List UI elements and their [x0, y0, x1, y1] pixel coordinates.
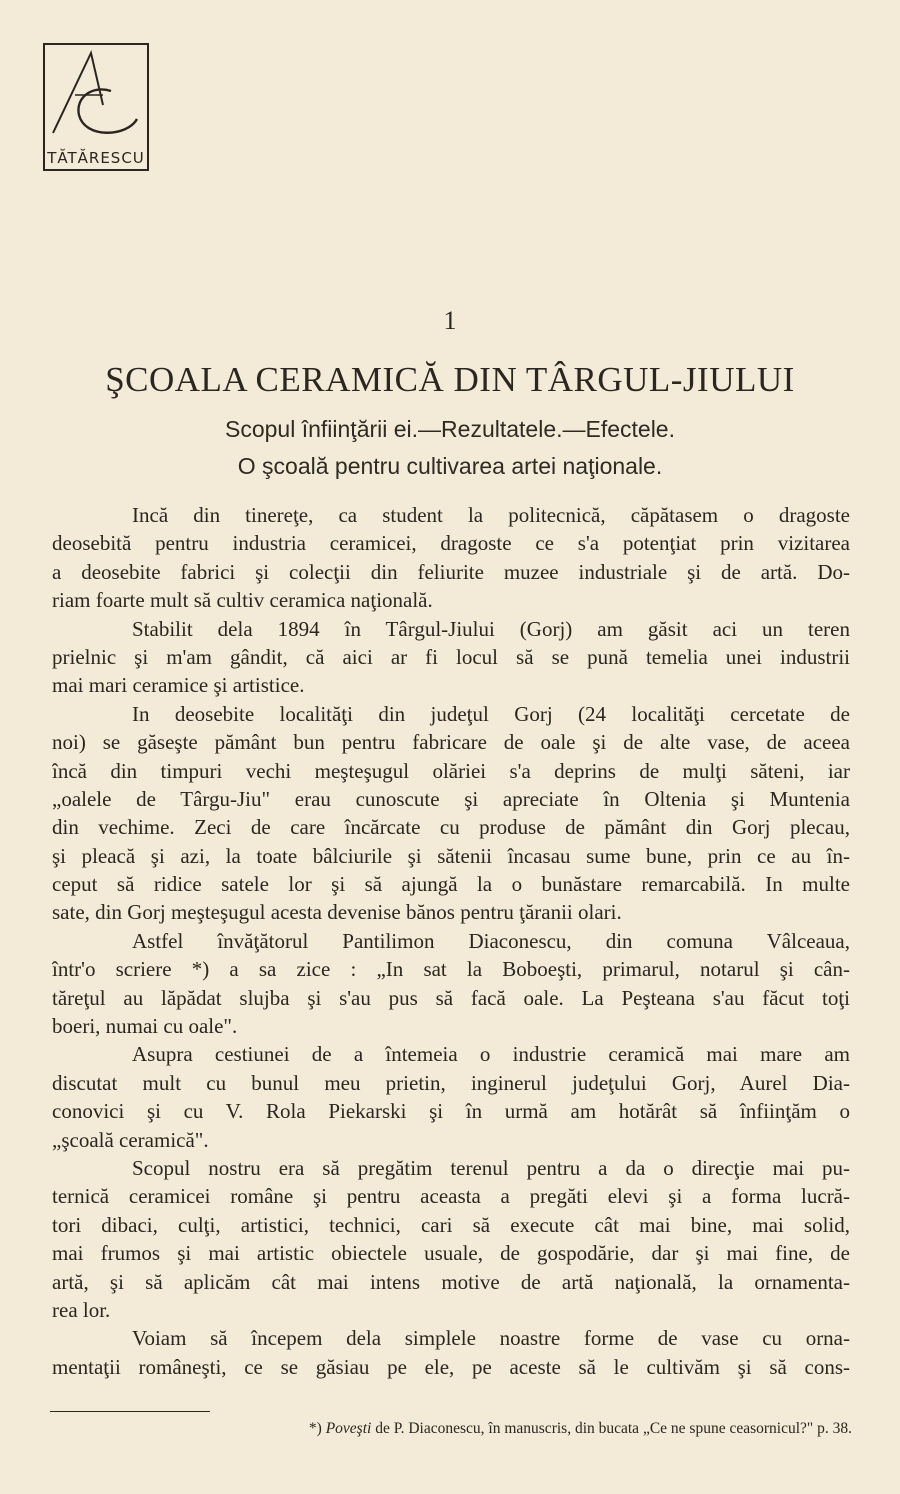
text-line: încă din timpuri vechi meşteşugul olăriei s'a deprins de mulţi săteni, iar: [52, 758, 850, 783]
text-line: mentaţii româneşti, ce se găsiau pe ele, pe aceste să le cultivăm şi să cons-: [52, 1354, 850, 1379]
text-line: rea lor.: [52, 1297, 111, 1322]
text-line: tăreţul au lăpădat slujba şi s'au pus să facă oale. La Peşteana s'au făcut toţi: [52, 985, 850, 1010]
paragraph: [52, 501, 850, 615]
text-line: din vechime. Zeci de care încărcate cu produse de pământ din Gorj plecau,: [52, 815, 850, 840]
chapter-title: ŞCOALA CERAMICĂ DIN TÂRGUL-JIULUI: [105, 360, 795, 399]
paragraph: [52, 615, 850, 700]
text-line: mai frumos şi mai artistic obiectele usuale, de gospodărie, dar şi mai fine, de: [52, 1241, 850, 1266]
footnote: [105, 1420, 852, 1438]
publisher-logo: [43, 43, 149, 171]
text-line: Incă din tinereţe, ca student la politecnică, căpătasem o dragoste: [132, 503, 850, 527]
paragraph: [52, 700, 850, 927]
text-line: într'o scriere *) a sa zice : „In sat la Boboeşti, primarul, notarul şi cân-: [52, 957, 850, 982]
text-line: mai mari ceramice şi artistice.: [52, 673, 305, 698]
text-line: Scopul nostru era să pregătim terenul pentru a da o direcţie mai pu-: [132, 1155, 850, 1180]
footnote-separator: [50, 1411, 210, 1412]
footnote-text: de P. Diaconescu, în manuscris, din bucata „Ce ne spune ceasornicul?" p. 38.: [371, 1420, 852, 1437]
text-line: sate, din Gorj meşteşugul acesta devenise bănos pentru ţăranii olari.: [52, 900, 622, 925]
paragraph: [52, 1040, 850, 1154]
footnote-marker: *): [308, 1420, 322, 1437]
paragraph: [52, 1154, 850, 1324]
paragraph: [52, 1324, 850, 1381]
text-line: Asupra cestiunei de a întemeia o industrie ceramică mai mare am: [132, 1042, 850, 1067]
text-line: Astfel învăţătorul Pantilimon Diaconescu, din comuna Vâlceaua,: [132, 928, 850, 953]
text-line: artă, şi să aplicăm cât mai intens motive de artă naţională, la ornamenta-: [52, 1269, 850, 1294]
text-line: Voiam să începem dela simplele noastre forme de vase cu orna-: [132, 1326, 850, 1351]
text-line: deosebită pentru industria ceramicei, dragoste ce s'a potenţiat prin vizitarea: [52, 531, 850, 556]
paragraph: [52, 927, 850, 1041]
footnote-title: Poveşti: [325, 1420, 372, 1437]
text-line: a deosebite fabrici şi colecţii din feliurite muzee industriale şi de artă. Do-: [52, 559, 850, 584]
text-line: riam foarte mult să cultiv ceramica naţională.: [52, 588, 433, 613]
text-line: şi pleacă şi azi, la toate bâlciurile şi sătenii încasau sume bune, prin ce au în-: [52, 843, 850, 868]
text-line: boeri, numai cu oale".: [52, 1014, 238, 1039]
text-line: ternică ceramicei române şi pentru aceasta a pregăti elevi şi a forma lucră-: [52, 1184, 850, 1209]
subtitle-line: Scopul înfiinţării ei.—Rezultatele.—Efectele.: [225, 416, 675, 442]
text-line: tori dibaci, culţi, artistici, technici, cari să execute cât mai bine, mai solid,: [52, 1212, 850, 1237]
text-line: prielnic şi m'am gândit, că aici ar fi locul să se pună temelia unei industrii: [52, 644, 850, 669]
text-line: ceput să ridice satele lor şi să ajungă la o bunăstare remarcabilă. In multe: [52, 872, 850, 897]
subtitle-line: O şcoală pentru cultivarea artei naţionale.: [237, 453, 663, 479]
text-line: discutat mult cu bunul meu prietin, inginerul judeţului Gorj, Aurel Dia-: [52, 1070, 850, 1095]
body-text: [52, 501, 850, 1381]
text-line: noi) se găseşte pământ bun pentru fabricare de oale şi de alte vase, de aceea: [52, 730, 850, 755]
text-line: In deosebite localităţi din judeţul Gorj (24 localităţi cercetate de: [132, 701, 850, 726]
text-line: Stabilit dela 1894 în Târgul-Jiului (Gorj) am găsit aci un teren: [132, 616, 850, 641]
ac-monogram-icon: [45, 45, 147, 151]
text-line: „şcoală ceramică".: [52, 1127, 209, 1152]
text-line: conovici şi cu V. Rola Piekarski şi în urmă am hotărât să înfiinţăm o: [52, 1099, 850, 1124]
chapter-number: 1: [443, 306, 457, 335]
text-line: „oalele de Târgu-Jiu" erau cunoscute şi apreciate în Oltenia şi Muntenia: [52, 786, 850, 811]
logo-label: TĂTĂRESCU: [47, 149, 145, 167]
